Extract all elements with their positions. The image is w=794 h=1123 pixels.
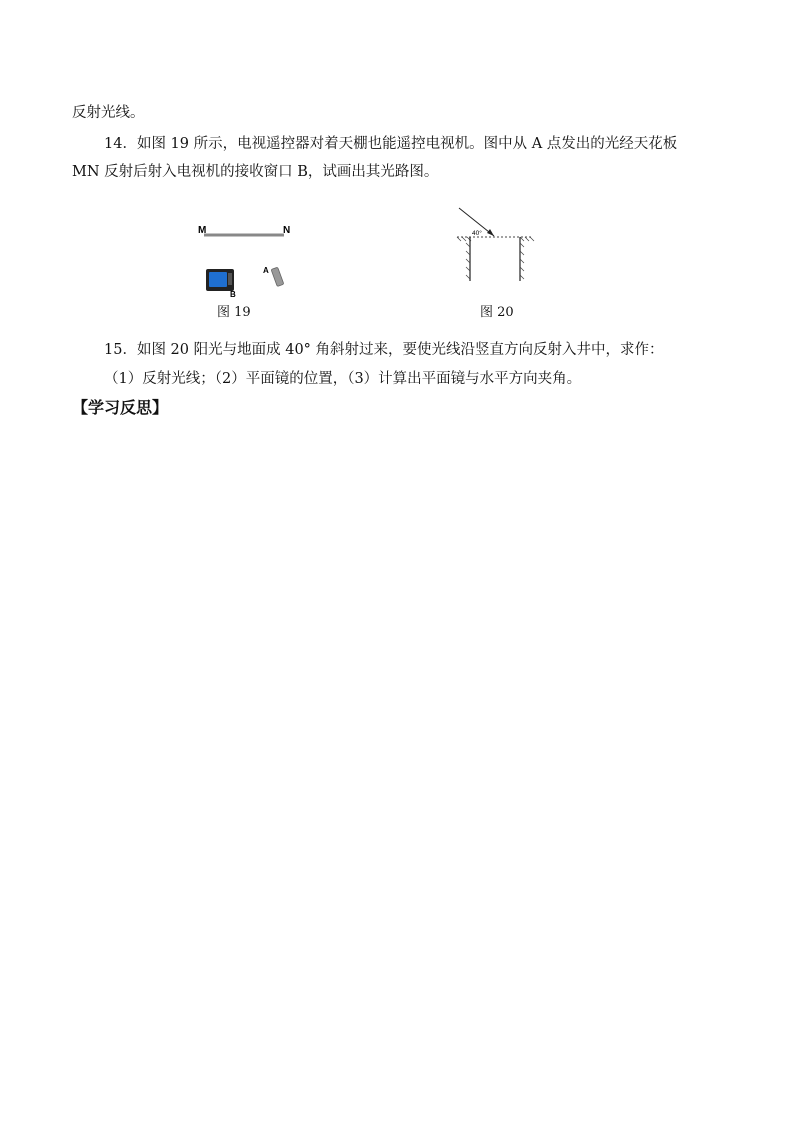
- question-15-line-1: 15．如图 20 阳光与地面成 40° 角斜射过来，要使光线沿竖直方向反射入井中，求作：: [104, 342, 664, 358]
- figure-20: [445, 205, 550, 285]
- figure-20-caption: 图 20: [480, 305, 514, 320]
- question-14-line-2: MN 反射后射入电视机的接收窗口 B，试画出其光路图。: [72, 164, 439, 180]
- top-fragment: 反射光线。: [72, 105, 145, 121]
- wall-hatching: [466, 243, 524, 279]
- tv-icon: [206, 269, 234, 291]
- label-m: M: [198, 225, 207, 236]
- figure-19: [190, 215, 310, 300]
- angle-label: 40°: [472, 230, 482, 237]
- figure-19-diagram: [190, 215, 310, 300]
- ray-arrowhead: [487, 229, 494, 236]
- remote-control-icon: [271, 267, 284, 286]
- tv-screen: [209, 272, 227, 287]
- figure-20-diagram: [445, 205, 550, 285]
- label-n: N: [283, 225, 291, 236]
- ground-hatching: [457, 237, 534, 241]
- section-title-learning-reflection: 【学习反思】: [72, 398, 169, 417]
- question-15-line-2: （1）反射光线；（2）平面镜的位置，（3）计算出平面镜与水平方向夹角。: [104, 371, 582, 387]
- question-14-line-1: 14．如图 19 所示，电视遥控器对着天棚也能遥控电视机。图中从 A 点发出的光经天花板: [104, 136, 678, 152]
- figure-19-caption: 图 19: [217, 305, 251, 320]
- label-b: B: [230, 290, 236, 299]
- label-a: A: [263, 266, 269, 275]
